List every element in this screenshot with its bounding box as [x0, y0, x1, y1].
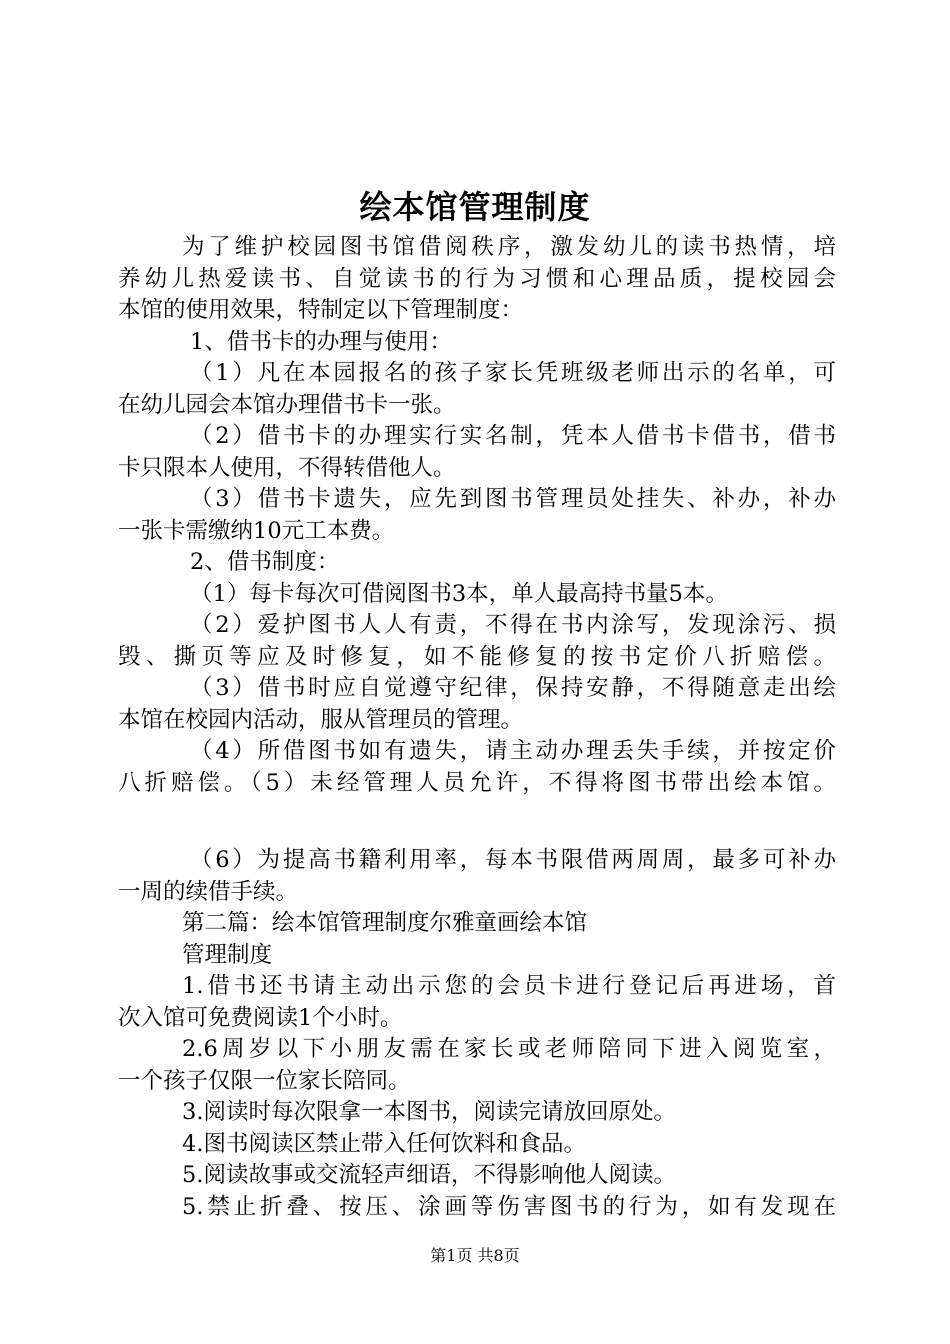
paragraph-line: 为了维护校园图书馆借阅秩序，激发幼儿的读书热情，培: [182, 234, 836, 260]
section-heading: 管理制度: [182, 941, 273, 968]
paragraph-line: 5.禁止折叠、按压、涂画等伤害图书的行为，如有发现在: [182, 1193, 836, 1220]
paragraph-line: 卡只限本人使用，不得转借他人。: [118, 454, 456, 481]
paragraph-line: （6）为提高书籍利用率，每本书限借两周周，最多可补办: [190, 847, 836, 873]
paragraph-line: 5.阅读故事或交流轻声细语，不得影响他人阅读。: [182, 1162, 676, 1188]
paragraph-line: （3）借书卡遗失，应先到图书管理员处挂失、补办，补办: [190, 486, 836, 512]
section-heading: 1、借书卡的办理与使用：: [190, 328, 452, 355]
paragraph-line: 1.借书还书请主动出示您的会员卡进行登记后再进场，首: [182, 973, 836, 999]
paragraph-line: （2）爱护图书人人有责，不得在书内涂写，发现涂污、损: [190, 612, 836, 638]
paragraph-line: 养幼儿热爱读书、自觉读书的行为习惯和心理品质，提校园会: [118, 265, 836, 292]
paragraph-line: （3）借书时应自觉遵守纪律，保持安静，不得随意走出绘: [190, 675, 836, 701]
paragraph-line: 一个孩子仅限一位家长陪同。: [118, 1067, 411, 1094]
paragraph-line: 本馆在校园内活动，服从管理员的管理。: [118, 706, 524, 733]
section-heading: 2、借书制度：: [190, 549, 340, 575]
paragraph-line: 2.6周岁以下小朋友需在家长或老师陪同下进入阅览室，: [182, 1036, 836, 1062]
paragraph-line: （2）借书卡的办理实行实名制，凭本人借书卡借书，借书: [190, 423, 836, 449]
paragraph-line: 八折赔偿。（5）未经管理人员允许，不得将图书带出绘本馆。: [118, 769, 836, 796]
paragraph-line: 一周的续借手续。: [118, 878, 299, 905]
paragraph-line: （1）凡在本园报名的孩子家长凭班级老师出示的名单，可: [190, 360, 836, 386]
paragraph-line: 本馆的使用效果，特制定以下管理制度：: [118, 297, 524, 323]
paragraph-gap: [118, 799, 836, 845]
paragraph-line: 次入馆可免费阅读1个小时。: [118, 1004, 403, 1031]
paragraph-line: （4）所借图书如有遗失，请主动办理丢失手续，并按定价: [190, 738, 836, 764]
document-title: 绘本馆管理制度: [359, 188, 591, 226]
section-heading: 第二篇：绘本馆管理制度尔雅童画绘本馆: [182, 910, 588, 936]
paragraph-line: 在幼儿园会本馆办理借书卡一张。: [118, 391, 456, 418]
paragraph-line: 3.阅读时每次限拿一本图书，阅读完请放回原处。: [182, 1099, 676, 1125]
document-body: [118, 232, 836, 1223]
paragraph-line: 毁、撕页等应及时修复，如不能修复的按书定价八折赔偿。: [118, 643, 836, 670]
paragraph-line: 一张卡需缴纳10元工本费。: [118, 517, 395, 544]
paragraph-line: 4.图书阅读区禁止带入任何饮料和食品。: [182, 1130, 586, 1157]
paragraph-line: （1）每卡每次可借阅图书3本，单人最高持书量5本。: [190, 580, 728, 607]
page-footer: 第1页 共8页: [430, 1246, 520, 1265]
